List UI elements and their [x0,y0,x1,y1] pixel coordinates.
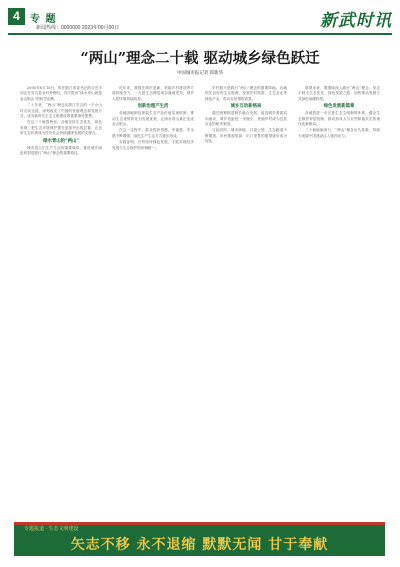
article-column-2 [112,86,194,516]
article-title: “两山”理念二十载 驱动城乡绿色跃迁 [80,50,320,67]
bottom-banner [14,522,385,556]
header-rule [8,33,392,35]
paragraph: 近年来，我国在城市更新、美丽乡村建设等方面持续发力，一大批生态修复项目落地见效，城乡人居环境持续改善。 [112,86,194,101]
paragraph: 城市是人们生产生活的重要载体，推进城乡绿色转型是践行“两山”理念的重要路径。 [20,145,102,156]
paragraph: 各地将进一步完善生态文明制度体系，健全生态保护补偿机制，推动形成人与自然和谐共生的现代化新格局。 [298,111,380,127]
paragraph: 乡村振兴是践行“两山”理念的重要阵地。各地依托良好的生态资源，发展乡村旅游、生态农业等绿色产业，带动农民增收致富。 [205,86,287,101]
paragraph: 各地因地制宜探索生态产品价值实现机制，推动生态优势转化为发展优势，让绿水青山真正变成金山银山。 [112,111,194,127]
paragraph: 展望未来，要继续深入践行“两山”理念，坚定不移走生态优先、绿色发展之路，加快推动发展方式绿色低碳转型。 [298,86,380,101]
banner-caption: 专题报道 · 生态文明建设 [24,526,79,532]
issue-meta: 新闻热线：0000000 2023年00月00日 [36,25,120,31]
article-column-3 [205,86,287,516]
subheading: 城乡互动新格局 [230,104,262,110]
paragraph: 二十载砥砺前行，“两山”理念历久弥新，持续为美丽中国建设注入强劲动力。 [298,128,380,138]
paragraph: 在这二十载春秋里，各地坚持生态优先、绿色发展，把生态环境保护摆在更加突出的位置，让良好生态环境成为经济社会持续健康发展的支撑点。 [20,120,102,136]
paragraph: 二十年来，“两山”理念从浙江安吉的一个小山村走向全国，深刻改变了中国的发展观念和发展方式，成为新时代生态文明建设的重要指导思想。 [20,103,102,119]
paragraph: 通过统筹推进城乡融合发展，促进城乡要素双向流动，城乡差距进一步缩小，美丽乡村成为宜居宜业的和美家园。 [205,111,287,127]
page-number: 4 [8,8,25,25]
page-header [0,0,400,44]
article-column-1 [20,86,102,486]
subheading: 绿水青山的“两山” [43,138,79,144]
section-title: 专 题 [30,14,57,25]
paragraph: 实践证明，只有坚持绿色发展，才能实现经济发展与生态保护的协调统一。 [112,140,194,150]
banner-slogan: 矢志不移 永不退缩 默默无闻 甘于奉献 [70,537,329,553]
masthead-logo: 新武时讯 [320,11,392,31]
paragraph: 在这一过程中，群众的获得感、幸福感、安全感不断增强，绿色生产生活方式逐步形成。 [112,128,194,138]
article-byline: 中国城市报记者 郑新华 [176,70,224,75]
subheading: 绿色发展新篇章 [323,104,355,110]
paragraph: 2005年8月15日，时任浙江省委书记的习近平同志在安吉县余村考察时，首次提出“绿水青山就是金山银山”的科学论断。 [20,86,102,101]
paragraph: 与此同时，城市绿地、口袋公园、生态廊道不断增加，市民推窗见绿、出门见景的愿望逐步成为现实。 [205,128,287,144]
subheading: 创新治理产生活 [137,104,169,110]
article-column-4 [298,86,380,516]
